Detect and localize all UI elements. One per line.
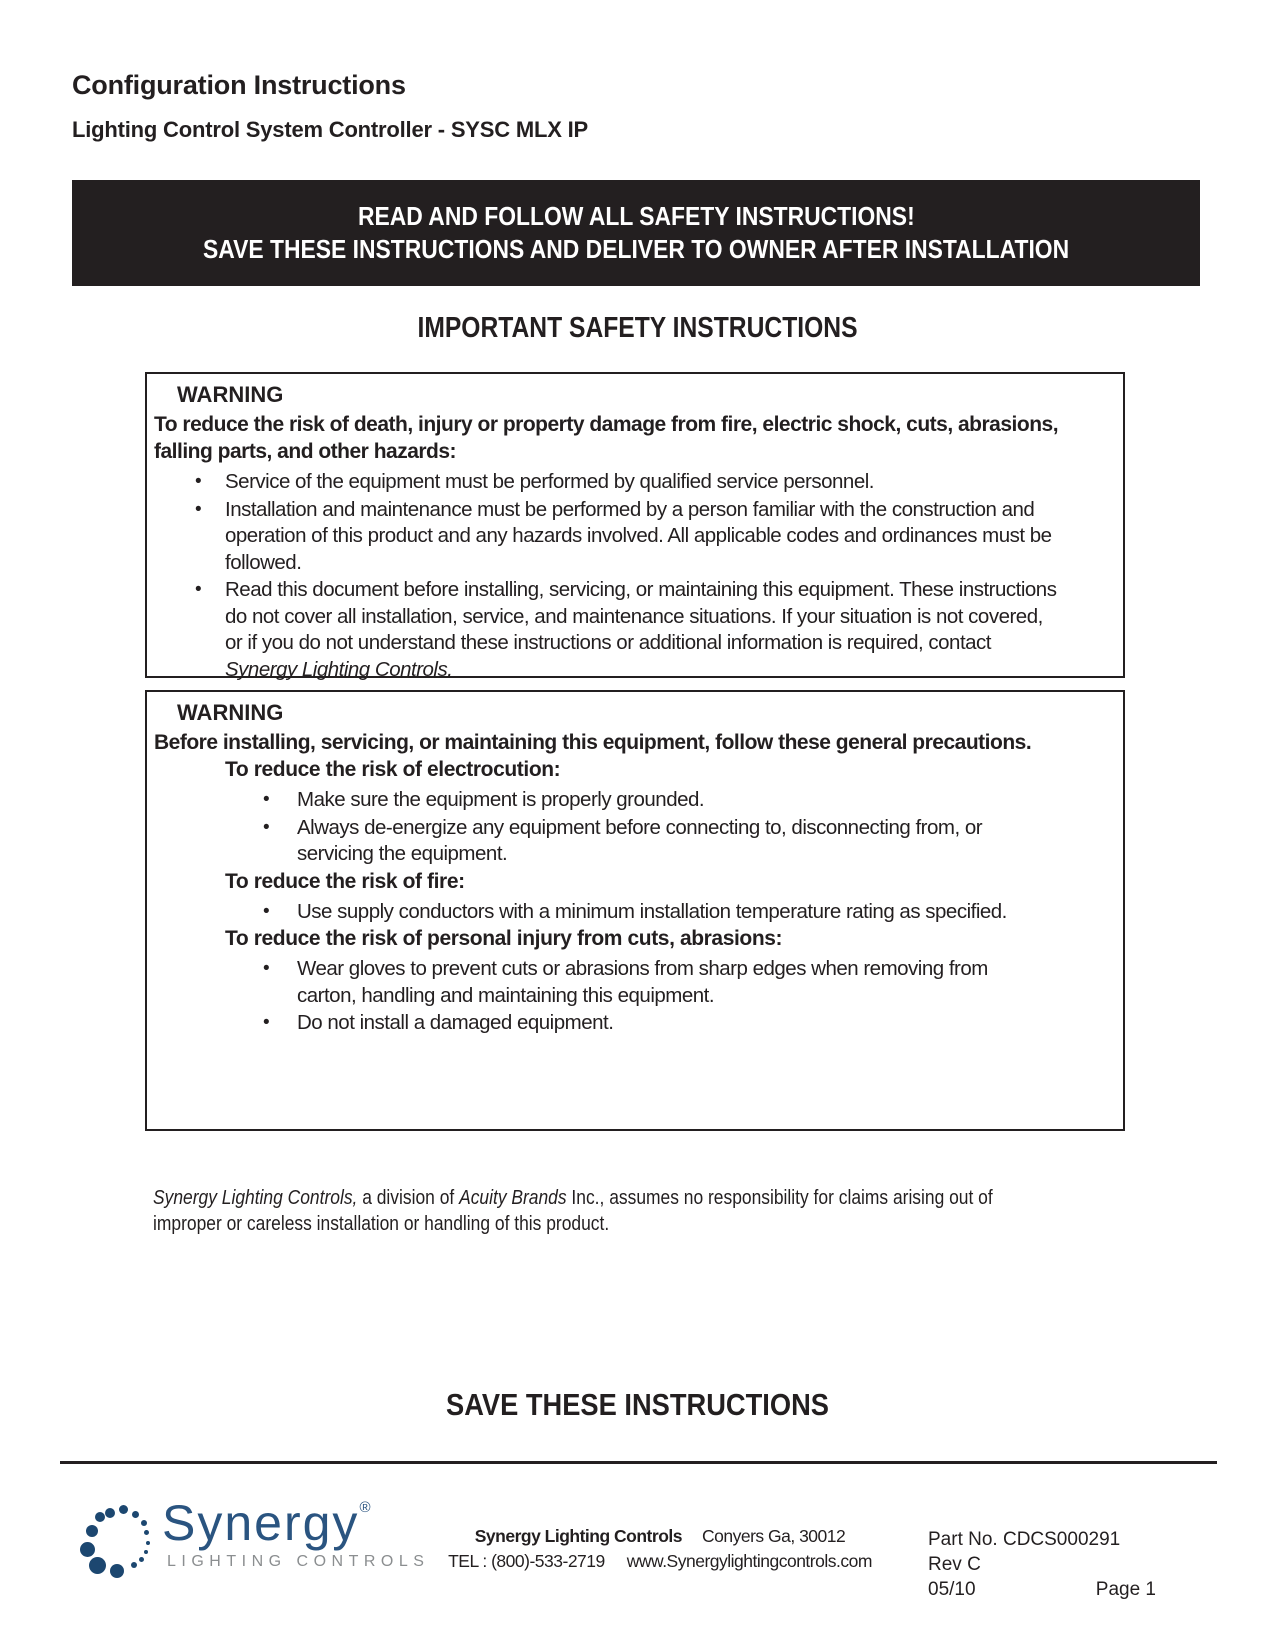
logo-dot bbox=[141, 1520, 147, 1526]
logo-dot bbox=[132, 1511, 139, 1518]
warning-bullet-list bbox=[147, 469, 1123, 683]
warning-bullet-item: • Installation and maintenance must be performed by a person familiar with the construction and operation of this product and any hazards involved. All applicable codes and ordinances must be followed. bbox=[147, 497, 1123, 577]
logo-dot bbox=[119, 1505, 128, 1514]
synergy-logo bbox=[78, 1495, 438, 1593]
warning-box-2 bbox=[145, 690, 1125, 1131]
warning-intro: Before installing, servicing, or maintaining this equipment, follow these general precautions. bbox=[154, 731, 1032, 754]
warning-bullet-item: • Always de-energize any equipment before connecting to, disconnecting from, or servicing the equipment. bbox=[147, 815, 1123, 868]
warning-intro: To reduce the risk of death, injury or property damage from fire, electric shock, cuts, abrasions, falling parts, and other hazards: bbox=[154, 413, 1059, 463]
sub-heading-personal-injury: To reduce the risk of personal injury from cuts, abrasions: bbox=[225, 927, 783, 950]
bullet-text-italic: Synergy Lighting Controls. bbox=[225, 657, 453, 681]
sub-heading-electrocution: To reduce the risk of electrocution: bbox=[225, 758, 561, 781]
contact-company: Synergy Lighting Controls bbox=[474, 1526, 682, 1546]
synergy-logo-dots-icon bbox=[78, 1504, 158, 1584]
disclaimer-text: Inc., assumes no responsibility for claims arising out of improper or careless installation or handling of this product. bbox=[153, 1185, 993, 1235]
logo-dot bbox=[144, 1530, 149, 1535]
doc-header bbox=[72, 70, 588, 143]
logo-dot bbox=[105, 1508, 115, 1518]
important-safety-heading: IMPORTANT SAFETY INSTRUCTIONS bbox=[417, 312, 858, 344]
logo-dot bbox=[89, 1557, 106, 1574]
warning-bullet-list bbox=[147, 956, 1123, 1037]
disclaimer-italic: Synergy Lighting Controls, bbox=[153, 1185, 358, 1209]
warning-box-1 bbox=[145, 372, 1125, 681]
doc-title: Configuration Instructions bbox=[72, 70, 406, 100]
doc-subtitle: Lighting Control System Controller - SYSC MLX IP bbox=[72, 117, 588, 142]
logo-dot bbox=[146, 1541, 150, 1545]
save-instructions-heading: SAVE THESE INSTRUCTIONS bbox=[446, 1387, 829, 1422]
disclaimer-italic: Acuity Brands bbox=[459, 1185, 567, 1209]
warning-label: WARNING bbox=[177, 700, 284, 725]
logo-dot bbox=[144, 1550, 148, 1554]
contact-line-2 bbox=[440, 1549, 880, 1574]
warning-bullet-item: • Wear gloves to prevent cuts or abrasions from sharp edges when removing from carton, handling and maintaining this equipment. bbox=[147, 956, 1123, 1009]
registered-trademark-icon: ® bbox=[359, 1499, 371, 1516]
warning-bullet-item: • Make sure the equipment is properly grounded. bbox=[147, 787, 1123, 814]
synergy-brand bbox=[162, 1494, 371, 1552]
doc-date: 05/10 bbox=[928, 1579, 976, 1600]
warning-bullet-list bbox=[147, 787, 1123, 868]
disclaimer-text: a division of bbox=[357, 1185, 460, 1209]
brand-tagline: LIGHTING CONTROLS bbox=[167, 1553, 430, 1570]
warning-bullet-item: • Service of the equipment must be performed by qualified service personnel. bbox=[147, 469, 1123, 496]
warning-bullet-item: • Do not install a damaged equipment. bbox=[147, 1010, 1123, 1037]
warning-bullet-item: • Use supply conductors with a minimum installation temperature rating as specified. bbox=[147, 899, 1123, 926]
contact-website: www.Synergylightingcontrols.com bbox=[626, 1551, 872, 1571]
disclaimer-paragraph bbox=[153, 1185, 1037, 1237]
banner-line-1: READ AND FOLLOW ALL SAFETY INSTRUCTIONS! bbox=[357, 201, 915, 231]
warning-label: WARNING bbox=[177, 382, 284, 407]
logo-dot bbox=[110, 1564, 124, 1578]
contact-phone: TEL : (800)-533-2719 bbox=[448, 1551, 605, 1571]
logo-dot bbox=[139, 1557, 144, 1562]
banner-line-2: SAVE THESE INSTRUCTIONS AND DELIVER TO OWNER AFTER INSTALLATION bbox=[202, 234, 1070, 264]
contact-line-1 bbox=[440, 1524, 880, 1549]
logo-dot bbox=[80, 1542, 95, 1557]
sub-heading-fire: To reduce the risk of fire: bbox=[225, 869, 465, 893]
warning-bullet-item bbox=[147, 577, 1123, 683]
footer-divider bbox=[60, 1461, 1217, 1464]
bullet-text: Read this document before installing, servicing, or maintaining this equipment. These instructions do not cover all installation, service, and maintenance situations. If your situation is not covered, or if you do not understand these instructions or additional information is required, contact bbox=[225, 578, 1057, 654]
logo-dot bbox=[131, 1562, 137, 1568]
safety-banner bbox=[72, 180, 1200, 286]
warning-bullet-list bbox=[147, 899, 1123, 926]
page-number: Page 1 bbox=[1095, 1579, 1156, 1600]
footer-contact-block bbox=[440, 1524, 880, 1574]
meta-line-2 bbox=[928, 1577, 1156, 1602]
logo-dot bbox=[95, 1512, 105, 1522]
part-number: Part No. CDCS000291 Rev C bbox=[928, 1529, 1121, 1575]
footer-meta-block bbox=[928, 1527, 1156, 1602]
brand-wordmark: Synergy bbox=[162, 1495, 360, 1551]
contact-address: Conyers Ga, 30012 bbox=[701, 1526, 846, 1546]
logo-dot bbox=[86, 1525, 98, 1537]
